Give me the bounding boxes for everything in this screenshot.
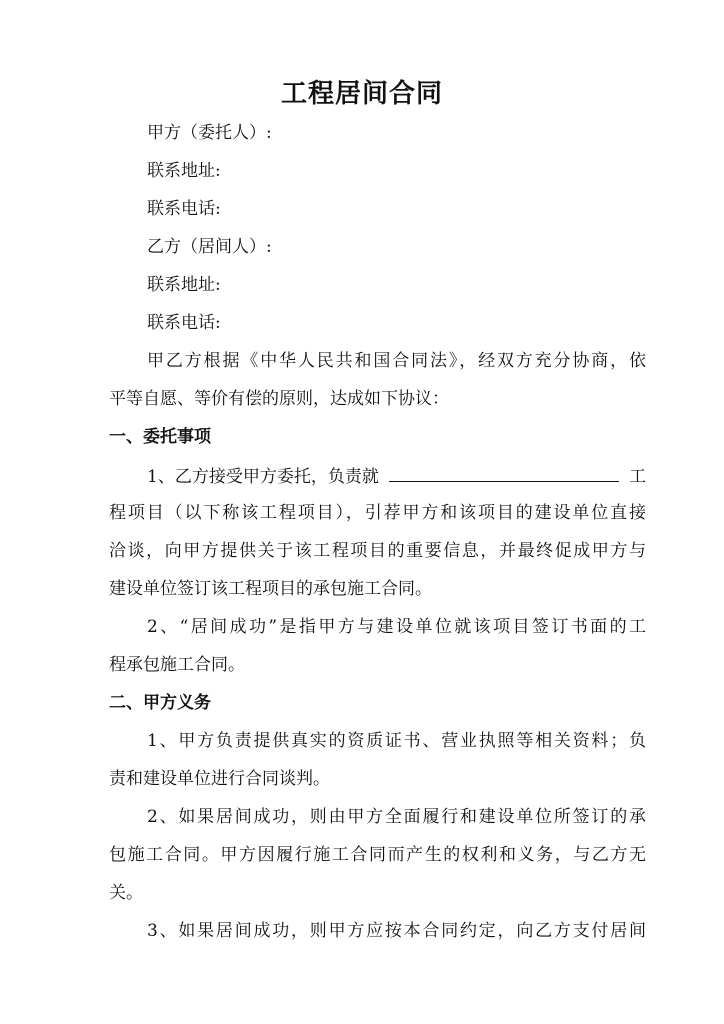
section-2-item-3-line-1: 3、如果居间成功，则甲方应按本合同约定，向乙方支付居间 <box>147 921 646 941</box>
section-1-item-1-prefix: 1、乙方接受甲方委托，负责就 <box>147 467 379 487</box>
project-name-blank[interactable] <box>389 463 619 482</box>
section-2-heading: 二、甲方义务 <box>109 693 211 713</box>
section-2-item-2-line-1: 2、如果居间成功，则由甲方全面履行和建设单位所签订的承 <box>147 807 646 827</box>
party-a-label: 甲方（委托人）: <box>147 123 272 143</box>
party-a-phone-label: 联系电话: <box>147 199 221 219</box>
section-1-item-1-line-2: 程项目（以下称该工程项目），引荐甲方和该项目的建设单位直接 <box>109 503 646 523</box>
section-1-item-2-line-1: 2、“居间成功”是指甲方与建设单位就该项目签订书面的工 <box>147 617 646 637</box>
section-2-item-1-line-1: 1、甲方负责提供真实的资质证书、营业执照等相关资料；负 <box>147 731 646 751</box>
section-2-item-2-line-2: 包施工合同。甲方因履行施工合同而产生的权利和义务，与乙方无 <box>109 845 646 865</box>
section-1-heading: 一、委托事项 <box>109 427 211 447</box>
section-1-item-1-line-4: 建设单位签订该工程项目的承包施工合同。 <box>109 579 432 599</box>
section-1-item-1-suffix: 工 <box>628 467 646 487</box>
document-title: 工程居间合同 <box>280 79 443 109</box>
party-b-phone-label: 联系电话: <box>147 313 221 333</box>
section-1-item-1-line-1 <box>147 463 646 489</box>
party-a-address-label: 联系地址: <box>147 161 221 181</box>
section-2-item-1-line-2: 责和建设单位进行合同谈判。 <box>109 769 330 789</box>
section-1-item-1-line-3: 洽谈，向甲方提供关于该工程项目的重要信息，并最终促成甲方与 <box>109 541 646 561</box>
preamble-line-1: 甲乙方根据《中华人民共和国合同法》，经双方充分协商，依 <box>147 351 646 371</box>
party-b-label: 乙方（居间人）: <box>147 237 272 257</box>
section-1-item-2-line-2: 程承包施工合同。 <box>109 655 245 675</box>
preamble-line-2: 平等自愿、等价有偿的原则，达成如下协议： <box>109 389 449 409</box>
section-2-item-2-line-3: 关。 <box>109 883 143 903</box>
party-b-address-label: 联系地址: <box>147 275 221 295</box>
